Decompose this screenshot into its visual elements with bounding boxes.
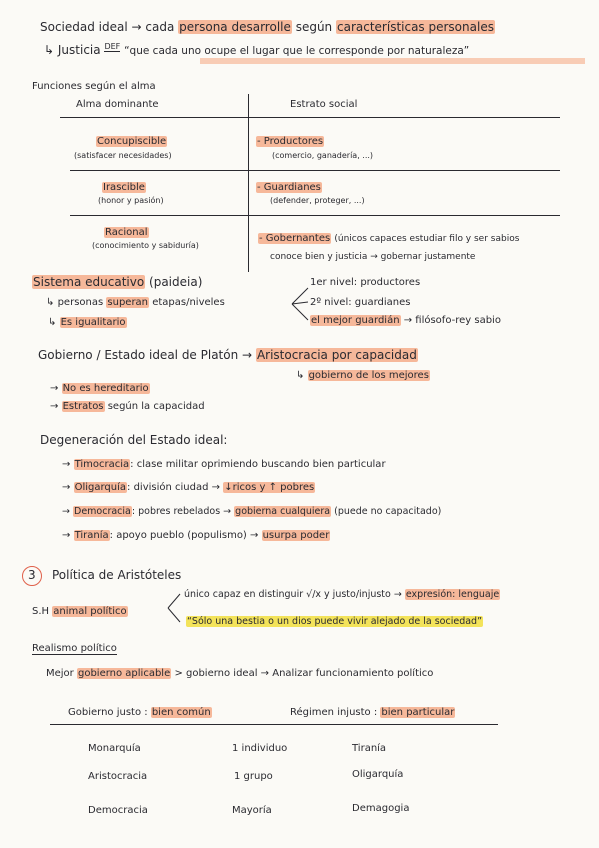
form-cell: Demagogia (352, 803, 410, 814)
stratum-rulers-note: conoce bien y justicia → gobernar justamente (270, 252, 476, 262)
ideal-society-label: Sociedad ideal (40, 20, 128, 34)
stratum-guardians: - Guardianes (257, 182, 321, 193)
soul-irascible: Irascible (103, 182, 145, 193)
highlight: persona desarrolle (179, 20, 291, 34)
soul-rational-note: (conocimiento y sabiduría) (92, 241, 199, 250)
form-cell: Oligarquía (352, 769, 404, 780)
branch-arrows (290, 282, 312, 326)
soul-irascible-note: (honor y pasión) (98, 196, 164, 205)
realism-line: Mejor gobierno aplicable > gobierno ideal → Analizar funcionamiento político (46, 668, 434, 679)
soul-rational: Racional (105, 227, 148, 238)
education-point-1: ↳ personas superan etapas/niveles (46, 297, 225, 308)
unjust-regime-header: Régimen injusto : bien particular (290, 707, 455, 718)
soul-concupiscible-note: (satisfacer necesidades) (74, 151, 172, 160)
stratum-rulers: - Gobernantes (únicos capaces estudiar filo y ser sabios (259, 233, 520, 244)
justice-label: Justicia (57, 43, 101, 57)
degeneration-tyranny: → Tiranía: apoyo pueblo (populismo) → usurpa poder (62, 530, 330, 541)
text: cada (145, 20, 175, 34)
functions-title: Funciones según el alma (32, 81, 156, 92)
stratum-guardians-note: (defender, proteger, ...) (270, 196, 365, 205)
form-cell: 1 grupo (234, 771, 273, 782)
realism-title: Realismo político (32, 643, 117, 654)
table-rule (70, 170, 560, 171)
section-number: 3 (28, 568, 36, 582)
def-tag: DEF (104, 42, 121, 51)
ideal-government-sub: ↳ gobierno de los mejores (296, 370, 429, 381)
human-label: S.H animal político (32, 606, 127, 617)
justice-line (44, 42, 469, 59)
form-cell: 1 individuo (232, 743, 288, 754)
highlight: características personales (337, 20, 494, 34)
section-title: Política de Aristóteles (52, 568, 182, 582)
text: según (295, 20, 333, 34)
form-cell: Monarquía (88, 743, 141, 754)
table-rule (50, 724, 498, 725)
form-cell: Mayoría (232, 805, 272, 816)
form-cell: Aristocracia (88, 771, 148, 782)
stratum-producers: - Productores (257, 136, 324, 147)
human-trait-1: único capaz en distinguir √/x y justo/injusto → expresión: lenguaje (184, 589, 500, 600)
education-title: Sistema educativo (paideia) (33, 275, 203, 289)
ideal-government-line: Gobierno / Estado ideal de Platón → Aristocracia por capacidad (38, 348, 417, 362)
level-2: 2º nivel: guardianes (310, 297, 411, 308)
table-divider (248, 94, 249, 272)
human-trait-2: “Sólo una bestia o un dios puede vivir alejado de la sociedad” (187, 616, 483, 627)
level-3: el mejor guardián → filósofo-rey sabio (311, 315, 501, 326)
degeneration-title: Degeneración del Estado ideal: (40, 433, 228, 447)
soul-concupiscible: Concupiscible (97, 136, 167, 147)
column-header-stratum: Estrato social (290, 99, 358, 110)
government-point-2: → Estratos según la capacidad (50, 401, 205, 412)
degeneration-democracy: → Democracia: pobres rebelados → gobierna cualquiera (puede no capacitado) (62, 506, 442, 517)
degeneration-oligarchy: → Oligarquía: división ciudad → ↓ricos y ↑ pobres (62, 482, 315, 493)
just-government-header: Gobierno justo : bien común (68, 707, 211, 718)
arrow: → (131, 20, 142, 34)
table-rule (70, 215, 560, 216)
column-header-soul: Alma dominante (76, 99, 159, 110)
form-cell: Democracia (88, 805, 148, 816)
education-point-2: ↳ Es igualitario (48, 317, 126, 328)
branch-arrows (166, 590, 182, 626)
level-1: 1er nivel: productores (310, 277, 421, 288)
government-point-1: → No es hereditario (50, 383, 149, 394)
ideal-society-line (40, 20, 495, 35)
table-rule (60, 117, 560, 118)
stratum-producers-note: (comercio, ganadería, ...) (272, 151, 374, 160)
arrow: ↳ (44, 43, 55, 57)
justice-definition: “que cada uno ocupe el lugar que le corresponde por naturaleza” (124, 45, 470, 57)
highlight-bar (200, 58, 585, 64)
form-cell: Tiranía (352, 743, 387, 754)
degeneration-timocracy: → Timocracia: clase militar oprimiendo buscando bien particular (62, 459, 386, 470)
